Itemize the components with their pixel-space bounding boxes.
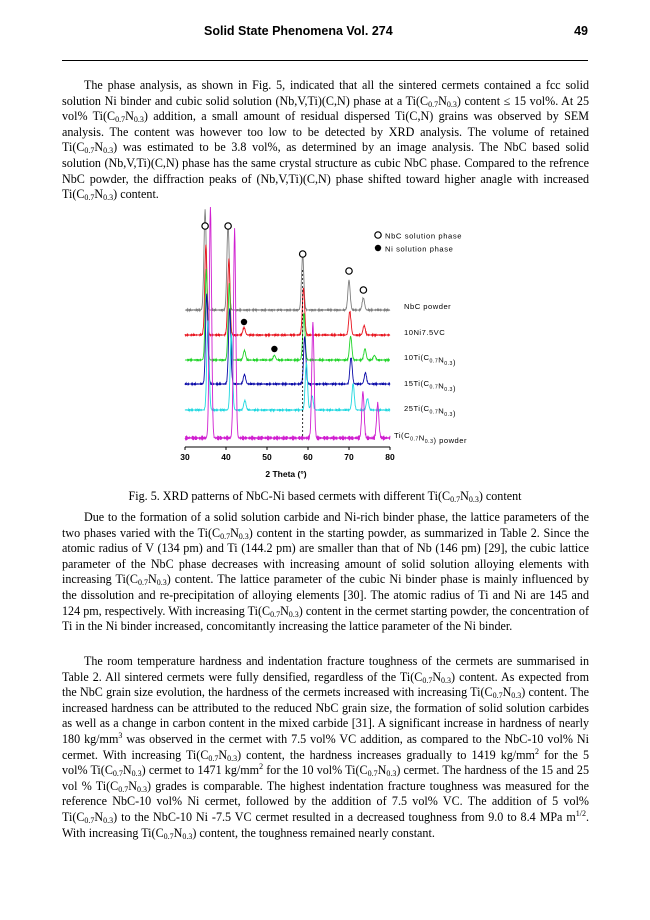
curve-label-text: 10Ni7.5VC: [404, 328, 446, 337]
ni-phase-marker: [241, 319, 247, 325]
chart-series: [185, 207, 390, 441]
curve-label-text: ) powder: [433, 436, 468, 445]
nbc-phase-marker: [346, 268, 352, 274]
curve-label-text: 10Ti(C: [404, 353, 430, 362]
xrd-curve: [185, 209, 390, 311]
curve-label-text: ): [452, 409, 456, 418]
curve-label-subscript: 0.3: [444, 387, 453, 393]
x-tick-label: 60: [303, 452, 313, 462]
legend-open-circle-marker: [375, 232, 381, 238]
chart-legend: [375, 232, 462, 254]
figure-caption: Fig. 5. XRD patterns of NbC-Ni based cermets with different $Ti(C_{0.7}N_{0.3})$ content: [128, 489, 522, 504]
page-number: 49: [574, 24, 588, 38]
ni-phase-marker: [271, 346, 277, 352]
paragraph-phase-analysis: The phase analysis, as shown in Fig. 5, indicated that all the sintered cermets contained a fcc solid solution Ni binder and cubic solid solution (Nb,V,Ti)(C,N) phase at a $Ti(C_{0.7}N_{0.3})$ content ≤ 15 vol%. At 25 vol% $Ti(C_{0.7}N_{0.3})$ addition, a small amount of residual dispersed Ti(C,N) grains was observed by SEM analysis. The content was however too low to be detected by XRD analysis. The volume of retained $Ti(C_{0.7}N_{0.3})$ was estimated to be 3.8 vol%, as determined by an image analysis. The NbC based solid solution (Nb,V,Ti)(C,N) phase has the same crystal structure as cubic NbC phase. Compared to the refrence NbC powder, the diffraction peaks of (Nb,V,Ti)(C,N) phase shifted toward higher anagle with increased $Ti(C_{0.7}N_{0.3})$ content.: [62, 78, 589, 203]
curve-label-text: N: [438, 406, 445, 416]
xrd-curve: [185, 207, 390, 441]
paragraph-lattice-parameters: Due to the formation of a solid solution carbide and Ni-rich binder phase, the lattice parameters of the two phases varied with the $Ti(C_{0.7}N_{0.3})$ content in the starting powder, as summarized in Table 2. Since the atomic radius of V (134 pm) and Ti (144.2 pm) are smaller than that of Nb (146 pm) [29], the cubic lattice parameter of the NbC phase decreases with increasing amount of solid solution alloying elements with increasing $Ti(C_{0.7}N_{0.3})$ content. The lattice parameter of the cubic Ni binder phase is mainly influenced by the dissolution and re-precipitation of alloying elements [30]. The atomic radius of Ti and Ni are 145 and 124 pm, respectively. With increasing $Ti(C_{0.7}N_{0.3})$ content in the cermet starting powder, the concentration of Ti in the Ni binder increased, concomitantly increasing the lattice parameter of the Ni binder.: [62, 510, 590, 634]
curve-label-subscript: 0.7: [429, 384, 439, 391]
curve-label: [394, 431, 467, 445]
x-tick-label: 30: [180, 452, 190, 462]
x-tick-label: 40: [221, 452, 231, 462]
curve-label-subscript: 0.3: [444, 412, 453, 418]
curve-label-subscript: 0.7: [429, 409, 439, 416]
paragraph-hardness-toughness: The room temperature hardness and indentation fracture toughness of the cermets are summarised in Table 2. All sintered cermets were fully densified, regardless of the $Ti(C_{0.7}N_{0.3})$ content. As expected from the NbC grain size evolution, the hardness of the cermets increased with increasing $Ti(C_{0.7}N_{0.3})$ content. The increased hardness can be attributed to the reduced NbC grain size, the formation of solid solution carbides as well as a change in carbon content in the mixed carbide [31]. A significant increase in hardness of nearly 180 $kg/mm^3$ was observed in the cermet with 7.5 vol% VC addition, as compared to the NbC-10 vol% Ni cermet. With increasing $Ti(C_{0.7}N_{0.3})$ content, the hardness increases gradually to 1419 $kg/mm^2$ for the 5 vol% $Ti(C_{0.7}N_{0.3})$ cermet to 1471 $kg/mm^2$ for the 10 vol% $Ti(C_{0.7}N_{0.3})$ cermet. The hardness of the 15 and 25 vol % $Ti(C_{0.7}N_{0.3})$ grades is comparable. The highest indentation fracture toughness was measured for the reference NbC-10 vol% Ni cermet, followed by the addition of 7.5 vol% VC. The addition of 5 vol% $Ti(C_{0.7}N_{0.3})$ to the NbC-10 Ni -7.5 VC cermet resulted in a decreased toughness from 9.0 to 8.4 MPa $m^{1/2}$. With increasing $Ti(C_{0.7}N_{0.3})$ content, the toughness remained nearly constant.: [62, 654, 590, 841]
curve-label-subscript: 0.7: [429, 358, 439, 365]
legend-filled-circle-marker: [375, 245, 381, 251]
curve-label-subscript: 0.3: [444, 361, 453, 367]
nbc-phase-marker: [300, 251, 306, 257]
legend-label-nbc: NbC solution phase: [385, 231, 463, 241]
curve-label-subscript: 0.3: [424, 439, 434, 445]
curve-label-text: N: [438, 381, 445, 391]
curve-label: [404, 379, 456, 393]
curve-label-text: NbC powder: [404, 302, 452, 311]
curve-label-text: N: [418, 433, 425, 443]
curve-label-text: ): [452, 358, 456, 367]
nbc-phase-marker: [225, 223, 231, 229]
curve-label: [404, 353, 456, 367]
journal-title: Solid State Phenomena Vol. 274: [204, 24, 393, 38]
x-tick-label: 70: [344, 452, 354, 462]
curve-label-subscript: 0.7: [410, 436, 419, 443]
curve-label: [404, 302, 451, 311]
chart-curve-labels: [394, 302, 467, 445]
xrd-curve: [185, 294, 390, 385]
xrd-curve: [185, 269, 390, 361]
xrd-curve: [185, 245, 390, 336]
curve-label-text: ): [452, 384, 456, 393]
curve-label-text: N: [438, 355, 445, 365]
x-tick-label: 80: [385, 452, 395, 462]
curve-label-text: 25Ti(C: [404, 404, 430, 413]
chart-x-axis: [180, 447, 395, 462]
x-tick-label: 50: [262, 452, 272, 462]
nbc-phase-marker: [202, 223, 208, 229]
nbc-phase-marker: [360, 287, 366, 293]
curve-label: [404, 328, 445, 337]
curve-label-text: 15Ti(C: [404, 379, 430, 388]
curve-label: [404, 404, 456, 418]
curve-label-text: Ti(C: [394, 431, 411, 440]
legend-label-ni: Ni solution phase: [385, 244, 454, 254]
x-axis-label: 2 Theta (°): [265, 469, 307, 479]
